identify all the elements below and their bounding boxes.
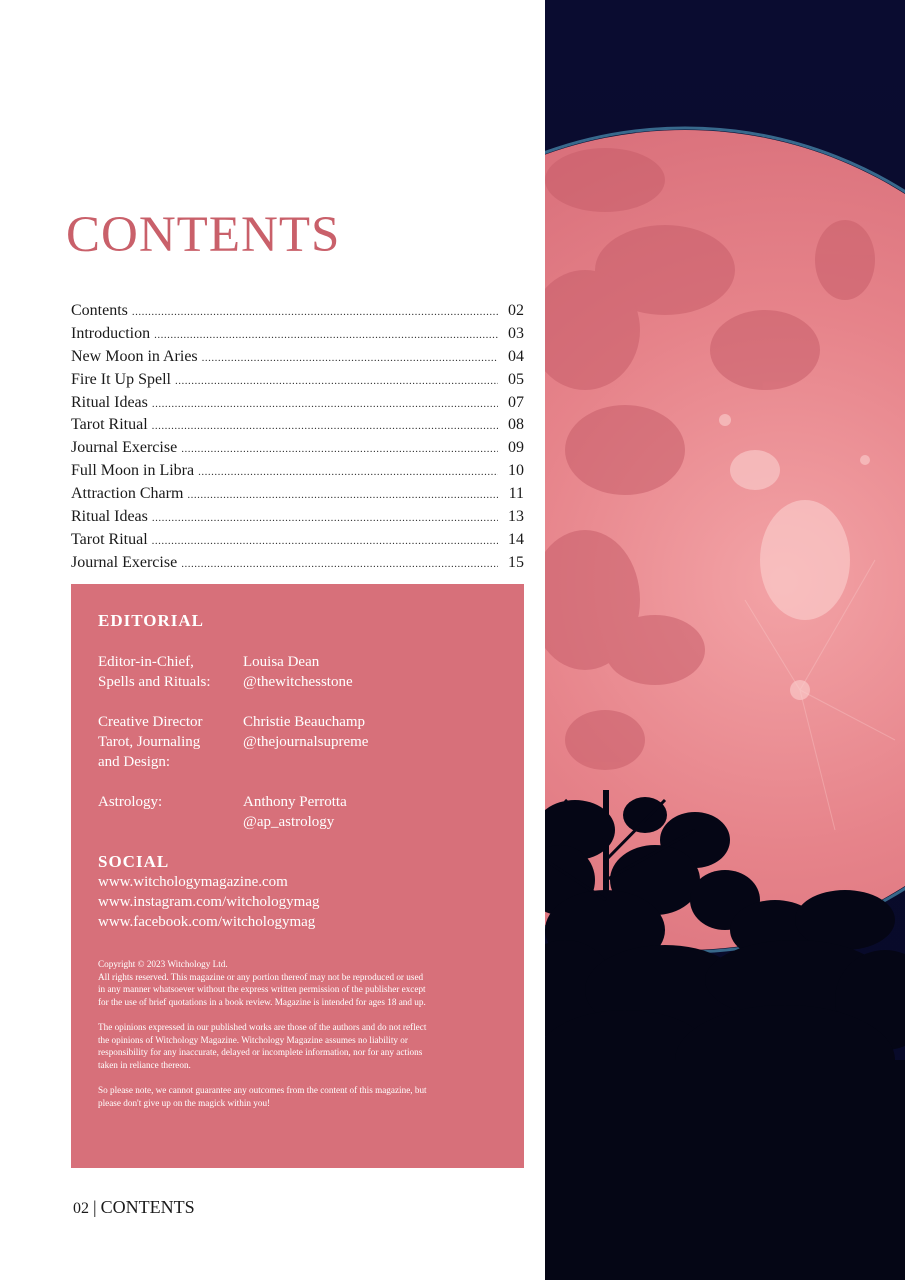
toc-entry-title: Journal Exercise — [71, 439, 178, 457]
toc-entry[interactable] — [71, 414, 524, 437]
credit-role-line: Creative Director — [98, 714, 203, 730]
fine-print-line: responsibility for any inaccurate, delayed or incomplete information, nor for any actions — [98, 1047, 423, 1058]
fine-print-line: Copyright © 2023 Witchology Ltd. — [98, 959, 228, 969]
toc-entry-page: 02 — [508, 302, 524, 319]
credit-handle[interactable]: @ap_astrology — [243, 814, 335, 830]
credit-role-line: Spells and Rituals: — [98, 674, 211, 690]
credit-handle[interactable]: @thejournalsupreme — [243, 734, 369, 750]
credit-block — [98, 712, 498, 772]
page-footer — [73, 1196, 195, 1220]
toc-entry-page: 08 — [508, 416, 524, 434]
fine-print-line: The opinions expressed in our published works are those of the authors and do not reflect — [98, 1021, 427, 1032]
dot-leader — [187, 484, 498, 507]
toc-entry[interactable] — [71, 346, 524, 369]
toc-entry[interactable] — [71, 300, 524, 323]
dot-leader — [181, 438, 498, 461]
toc-entry[interactable] — [71, 529, 524, 552]
credit-person: Louisa Dean — [243, 654, 320, 670]
dot-leader — [154, 324, 498, 347]
dot-leader — [175, 370, 498, 393]
footer-section: CONTENTS — [100, 1197, 195, 1217]
credit-role — [98, 792, 243, 832]
credit-name — [243, 652, 353, 692]
fine-print-line: So please note, we cannot guarantee any outcomes from the content of this magazine, but — [98, 1084, 427, 1095]
opinion-disclaimer — [98, 1021, 498, 1071]
fine-print-line: for the use of brief quotations in a book review. Magazine is intended for ages 18 and up. — [98, 996, 426, 1007]
toc-entry[interactable] — [71, 506, 524, 529]
toc-entry[interactable] — [71, 483, 524, 506]
copyright-notice — [98, 958, 498, 1008]
dot-leader — [202, 347, 498, 370]
toc-entry-title: Full Moon in Libra — [71, 462, 195, 480]
table-of-contents — [71, 300, 524, 575]
outcome-note — [98, 1084, 498, 1109]
credit-role — [98, 712, 243, 772]
toc-entry[interactable] — [71, 392, 524, 415]
toc-entry-title: Tarot Ritual — [71, 530, 148, 548]
dot-leader — [181, 553, 498, 576]
credit-person: Anthony Perrotta — [243, 794, 347, 810]
fine-print-line: All rights reserved. This magazine or any portion thereof may not be reproduced or used — [98, 971, 424, 982]
toc-entry-page: 13 — [508, 508, 524, 526]
credit-person: Christie Beauchamp — [243, 714, 366, 730]
toc-entry-page: 07 — [508, 393, 524, 411]
toc-entry-page: 14 — [508, 530, 524, 548]
editorial-credits — [98, 652, 498, 832]
page-title: CONTENTS — [66, 207, 341, 263]
toc-entry[interactable] — [71, 323, 524, 346]
toc-entry-title: Tarot Ritual — [71, 416, 148, 434]
toc-entry-page: 09 — [508, 439, 524, 457]
dot-leader — [152, 507, 498, 530]
social-heading: SOCIAL — [98, 852, 170, 871]
credit-role-line: and Design: — [98, 754, 171, 770]
toc-entry-title: Contents — [71, 302, 128, 319]
credit-name — [243, 712, 368, 772]
toc-entry[interactable] — [71, 460, 524, 483]
credit-role — [98, 652, 243, 692]
fine-print-line: please don't give up on the magick within you! — [98, 1097, 271, 1108]
dot-leader — [152, 393, 498, 416]
footer-page-number: 02 — [73, 1200, 89, 1217]
moon-photo — [545, 0, 905, 1280]
credit-role-line: Editor-in-Chief, — [98, 654, 194, 670]
toc-entry[interactable] — [71, 552, 524, 575]
dot-leader — [132, 301, 498, 324]
toc-entry-title: Fire It Up Spell — [71, 370, 171, 388]
social-link[interactable]: www.instagram.com/witchologymag — [98, 894, 320, 910]
credit-role-line: Tarot, Journaling — [98, 734, 201, 750]
toc-entry-title: New Moon in Aries — [71, 347, 198, 365]
toc-entry-title: Ritual Ideas — [71, 508, 148, 526]
toc-entry-page: 10 — [508, 462, 524, 480]
fine-print — [98, 958, 498, 1109]
credit-handle[interactable]: @thewitchesstone — [243, 674, 353, 690]
editorial-box — [71, 584, 524, 1168]
credit-block — [98, 652, 498, 692]
dot-leader — [152, 530, 498, 553]
toc-entry-page: 04 — [508, 347, 524, 365]
dot-leader — [152, 415, 498, 438]
fine-print-line: the opinions of Witchology Magazine. Witchology Magazine assumes no liability or — [98, 1034, 408, 1045]
dot-leader — [198, 461, 498, 484]
credit-role-line: Astrology: — [98, 794, 163, 810]
toc-entry-title: Introduction — [71, 324, 151, 342]
editorial-heading: EDITORIAL — [98, 611, 204, 630]
toc-entry[interactable] — [71, 437, 524, 460]
footer-separator: | — [93, 1197, 97, 1217]
credit-block — [98, 792, 498, 832]
social-links — [98, 872, 498, 932]
fine-print-line: taken in reliance thereon. — [98, 1059, 191, 1070]
toc-entry-page: 15 — [508, 553, 524, 571]
toc-entry[interactable] — [71, 369, 524, 392]
toc-entry-page: 05 — [508, 370, 524, 388]
toc-entry-page: 03 — [508, 324, 524, 342]
credit-name — [243, 792, 347, 832]
toc-entry-title: Journal Exercise — [71, 553, 178, 571]
toc-entry-title: Attraction Charm — [71, 485, 184, 503]
social-link[interactable]: www.witchologymagazine.com — [98, 874, 288, 890]
social-link[interactable]: www.facebook.com/witchologymag — [98, 914, 316, 930]
fine-print-line: in any manner whatsoever without the express written permission of the publisher except — [98, 984, 426, 995]
toc-entry-page: 11 — [508, 485, 524, 503]
toc-entry-title: Ritual Ideas — [71, 393, 148, 411]
